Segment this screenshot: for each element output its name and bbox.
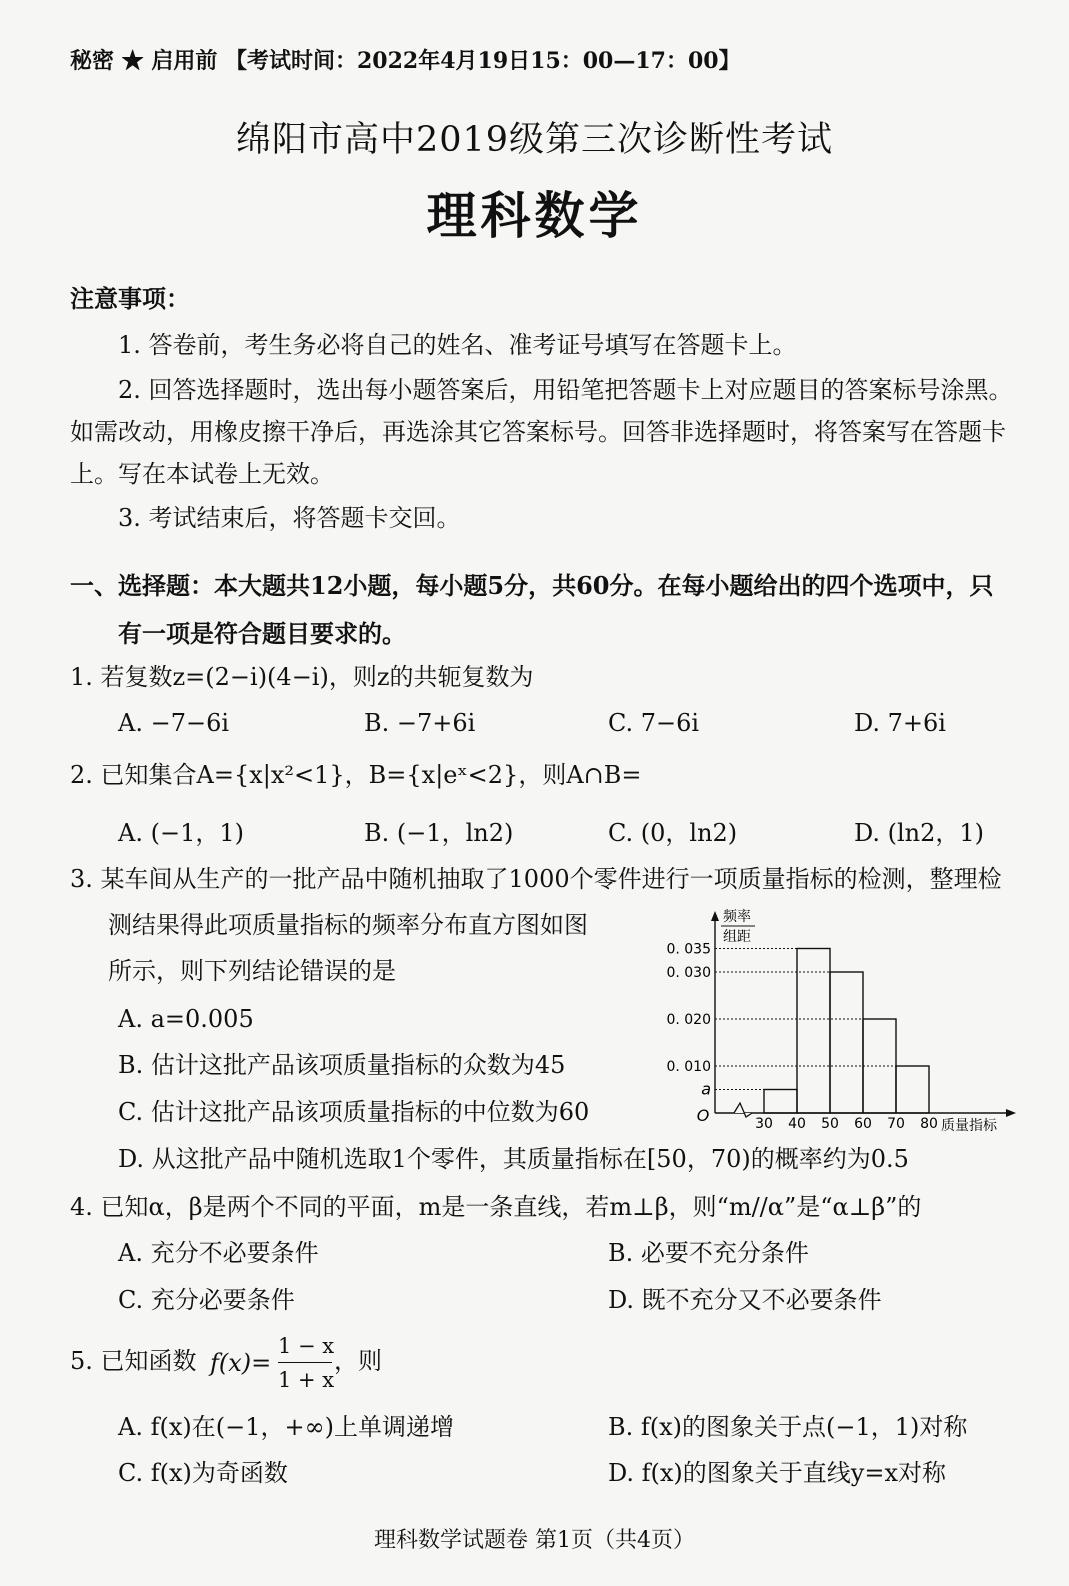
question-3-stem-cont: 所示，则下列结论错误的是 — [108, 957, 396, 985]
notice-item: 3. 考试结束后，将答题卡交回。 — [118, 504, 461, 532]
y-tick-label: 0. 010 — [666, 1059, 711, 1075]
q5-option-a: A. f(x)在(−1，+∞)上单调递增 — [118, 1413, 454, 1441]
frequency-histogram — [650, 905, 1030, 1135]
axis-break — [734, 1103, 752, 1117]
origin-label: O — [696, 1106, 710, 1125]
q4-option-c: C. 充分必要条件 — [118, 1286, 295, 1314]
q1-option-d: D. 7+6i — [854, 709, 946, 737]
q2-option-a: A. (−1，1) — [118, 819, 244, 847]
notice-item: 2. 回答选择题时，选出每小题答案后，用铅笔把答题卡上对应题目的答案标号涂黑。 — [118, 376, 1013, 404]
x-tick-label: 40 — [788, 1116, 806, 1132]
x-tick-label: 80 — [920, 1116, 938, 1132]
y-tick-label: 0. 020 — [666, 1012, 711, 1028]
question-5-stem: 5. 已知函数 — [70, 1347, 197, 1375]
x-tick-label: 30 — [755, 1116, 773, 1132]
y-axis-label-top: 频率 — [723, 909, 751, 925]
x-tick-label: 70 — [887, 1116, 905, 1132]
question-3-stem-cont: 测结果得此项质量指标的频率分布直方图如图 — [108, 911, 588, 939]
fraction-numerator: 1 − x — [278, 1334, 335, 1358]
q2-option-d: D. (ln2，1) — [854, 819, 985, 847]
q2-option-b: B. (−1，ln2) — [364, 819, 514, 847]
q3-option-c: C. 估计这批产品该项质量指标的中位数为60 — [118, 1098, 590, 1126]
q4-option-d: D. 既不充分又不必要条件 — [608, 1286, 882, 1314]
notice-item: 上。写在本试卷上无效。 — [70, 460, 334, 488]
question-3-stem: 3. 某车间从生产的一批产品中随机抽取了1000个零件进行一项质量指标的检测，整理检 — [70, 865, 1002, 893]
section-heading: 一、选择题：本大题共12小题，每小题5分，共60分。在每小题给出的四个选项中，只 — [70, 571, 994, 600]
notice-heading: 注意事项： — [70, 284, 190, 313]
q4-option-a: A. 充分不必要条件 — [118, 1239, 319, 1267]
exam-title: 绵阳市高中2019级第三次诊断性考试 — [235, 120, 834, 160]
q1-option-a: A. −7−6i — [118, 709, 230, 737]
question-2-stem: 2. 已知集合A={x|x²<1}，B={x|eˣ<2}，则A∩B= — [70, 761, 642, 789]
page-footer: 理科数学试题卷 第1页（共4页） — [374, 1528, 695, 1553]
q5-option-c: C. f(x)为奇函数 — [118, 1459, 288, 1487]
histogram-bar — [797, 949, 830, 1114]
y-tick-label: a — [701, 1079, 711, 1099]
q2-option-c: C. (0，ln2) — [608, 819, 738, 847]
q3-option-d: D. 从这批产品中随机选取1个零件，其质量指标在[50，70)的概率约为0.5 — [118, 1145, 909, 1173]
notice-item: 1. 答卷前，考生务必将自己的姓名、准考证号填写在答题卡上。 — [118, 331, 797, 359]
y-axis-arrow — [711, 911, 719, 921]
q3-option-b: B. 估计这批产品该项质量指标的众数为45 — [118, 1051, 566, 1079]
function-name: f(x)= — [210, 1349, 272, 1377]
histogram-bar — [764, 1090, 797, 1114]
q5-option-b: B. f(x)的图象关于点(−1，1)对称 — [608, 1413, 968, 1441]
y-axis-label-bottom: 组距 — [723, 929, 751, 945]
fraction-denominator: 1 + x — [278, 1368, 335, 1392]
q3-option-a: A. a=0.005 — [118, 1005, 254, 1033]
q4-option-b: B. 必要不充分条件 — [608, 1239, 809, 1267]
section-heading-cont: 有一项是符合题目要求的。 — [118, 619, 406, 648]
x-axis-label: 质量指标 — [941, 1118, 997, 1134]
x-tick-label: 50 — [821, 1116, 839, 1132]
x-axis-arrow — [1006, 1109, 1016, 1117]
question-5-then: ，则 — [334, 1347, 382, 1375]
fraction-bar — [278, 1362, 332, 1363]
histogram-bar — [896, 1066, 929, 1113]
q1-option-b: B. −7+6i — [364, 709, 476, 737]
x-tick-label: 60 — [854, 1116, 872, 1132]
confidential-header: 秘密 ★ 启用前 【考试时间：2022年4月19日15：00—17：00】 — [70, 48, 741, 74]
y-tick-label: 0. 030 — [666, 965, 711, 981]
notice-item: 如需改动，用橡皮擦干净后，再选涂其它答案标号。回答非选择题时，将答案写在答题卡 — [70, 418, 1006, 446]
q5-option-d: D. f(x)的图象关于直线y=x对称 — [608, 1459, 946, 1487]
histogram-bar — [830, 972, 863, 1113]
y-tick-label: 0. 035 — [666, 941, 711, 958]
question-4-stem: 4. 已知α，β是两个不同的平面，m是一条直线，若m⊥β，则“m//α”是“α⊥β”的 — [70, 1193, 922, 1221]
question-1-stem: 1. 若复数z=(2−i)(4−i)，则z的共轭复数为 — [70, 663, 534, 691]
q1-option-c: C. 7−6i — [608, 709, 700, 737]
subject-title: 理科数学 — [426, 186, 643, 245]
